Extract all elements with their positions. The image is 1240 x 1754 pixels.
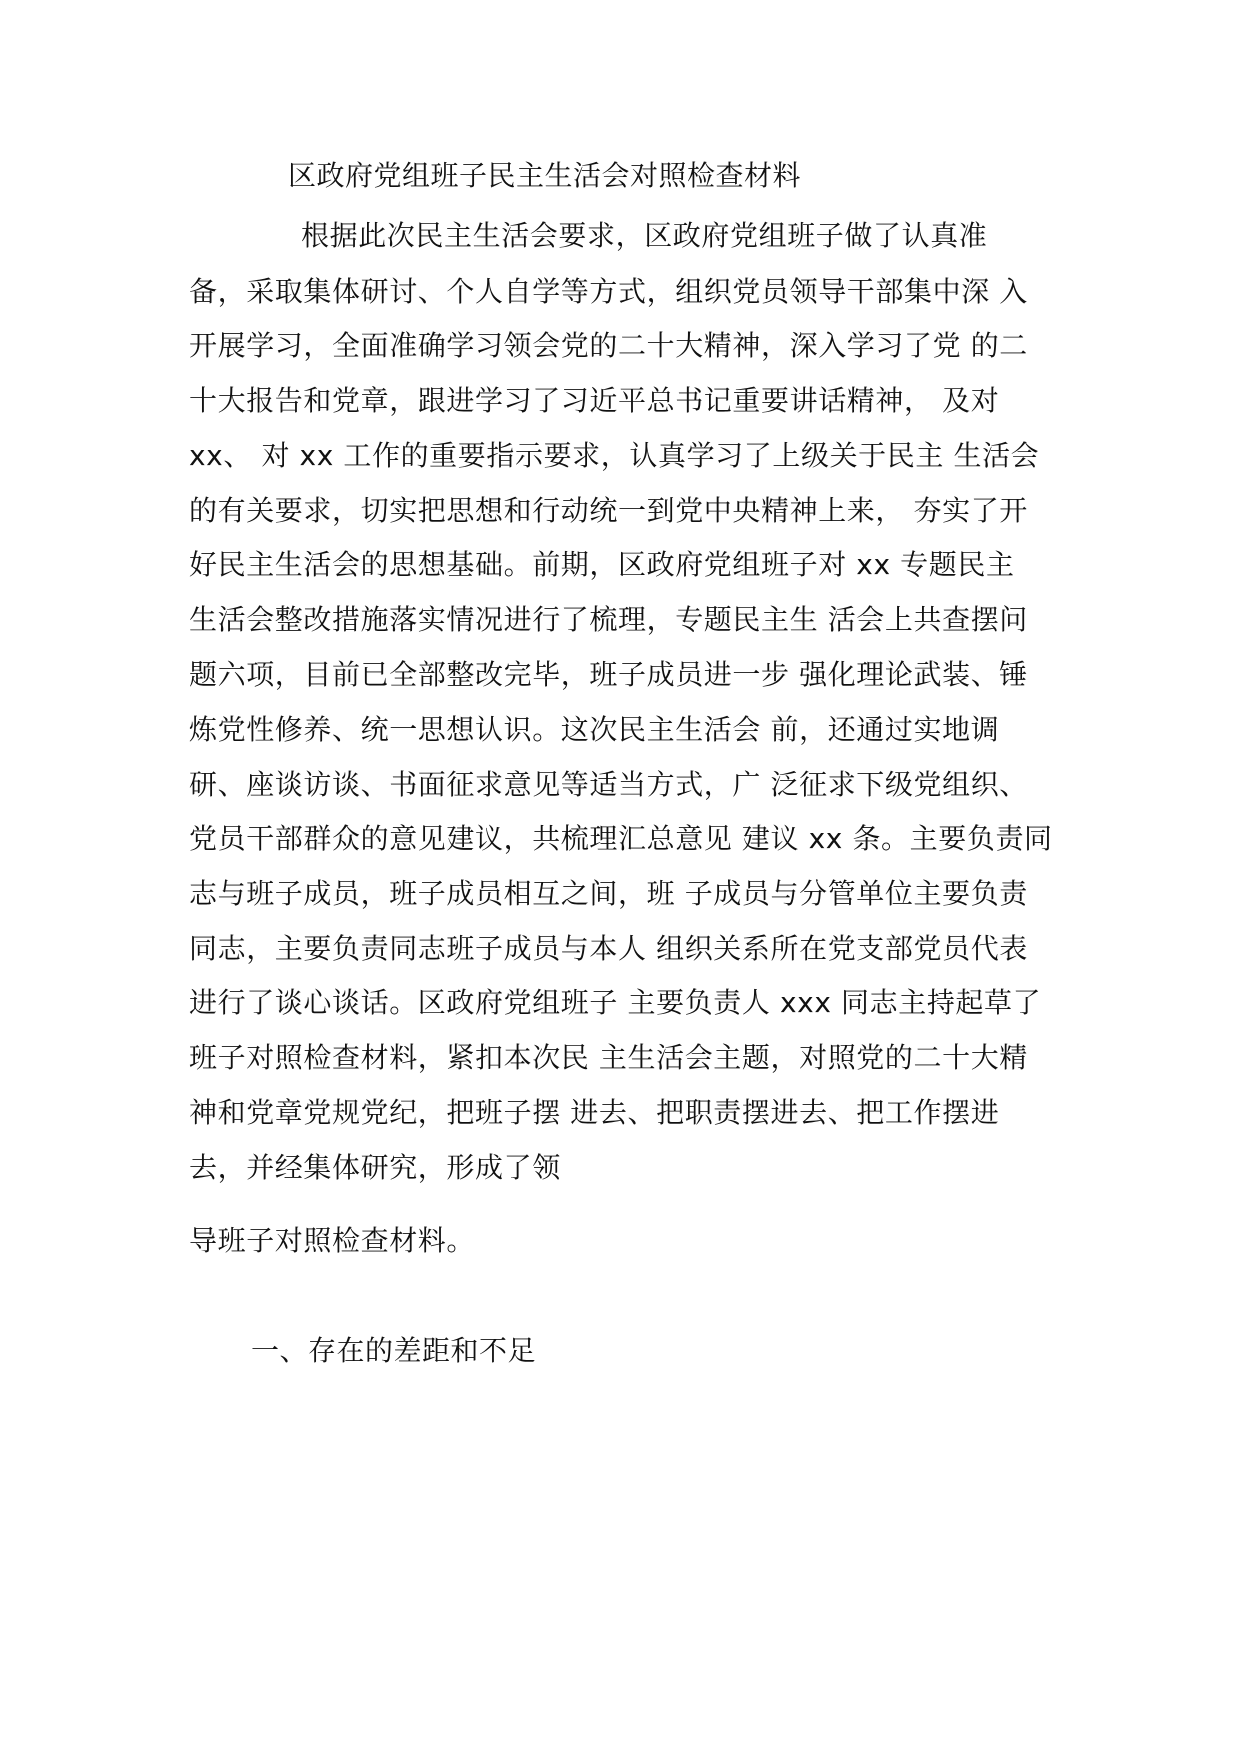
paragraph-line: 开展学习，全面准确学习领会党的二十大精神，深入学习了党 的二: [189, 329, 1028, 362]
paragraph-line: 去，并经集体研究，形成了领: [189, 1151, 561, 1184]
paragraph-line: 生活会整改措施落实情况进行了梳理，专题民主生 活会上共查摆问: [189, 603, 1028, 636]
paragraph-line: 十大报告和党章，跟进学习了习近平总书记重要讲话精神， 及对: [189, 384, 1000, 417]
paragraph-line: 题六项，目前已全部整改完毕，班子成员进一步 强化理论武装、锤: [189, 658, 1028, 691]
paragraph-line: 好民主生活会的思想基础。前期，区政府党组班子对 xx 专题民主: [189, 548, 1015, 581]
paragraph-line: 备，采取集体研讨、个人自学等方式，组织党员领导干部集中深 入: [189, 275, 1028, 308]
paragraph-line: xx、 对 xx 工作的重要指示要求，认真学习了上级关于民主 生活会: [189, 439, 1040, 472]
section-heading: 一、存在的差距和不足: [251, 1334, 537, 1367]
paragraph-line: 研、座谈访谈、书面征求意见等适当方式，广 泛征求下级党组织、: [189, 768, 1028, 801]
paragraph-line: 神和党章党规党纪，把班子摆 进去、把职责摆进去、把工作摆进: [189, 1096, 1000, 1129]
paragraph-line: 根据此次民主生活会要求，区政府党组班子做了认真准: [301, 219, 988, 252]
document-title: 区政府党组班子民主生活会对照检查材料: [288, 159, 802, 192]
paragraph-line: 同志，主要负责同志班子成员与本人 组织关系所在党支部党员代表: [189, 932, 1028, 965]
paragraph-line: 导班子对照检查材料。: [189, 1224, 476, 1257]
paragraph-line: 进行了谈心谈话。区政府党组班子 主要负责人 xxx 同志主持起草了: [189, 986, 1042, 1019]
paragraph-line: 的有关要求，切实把思想和行动统一到党中央精神上来， 夯实了开: [189, 494, 1028, 527]
paragraph-line: 志与班子成员，班子成员相互之间，班 子成员与分管单位主要负责: [189, 877, 1028, 910]
paragraph-line: 党员干部群众的意见建议，共梳理汇总意见 建议 xx 条。主要负责同: [189, 822, 1053, 855]
paragraph-line: 班子对照检查材料，紧扣本次民 主生活会主题，对照党的二十大精: [189, 1041, 1028, 1074]
paragraph-line: 炼党性修养、统一思想认识。这次民主生活会 前，还通过实地调: [189, 713, 1000, 746]
